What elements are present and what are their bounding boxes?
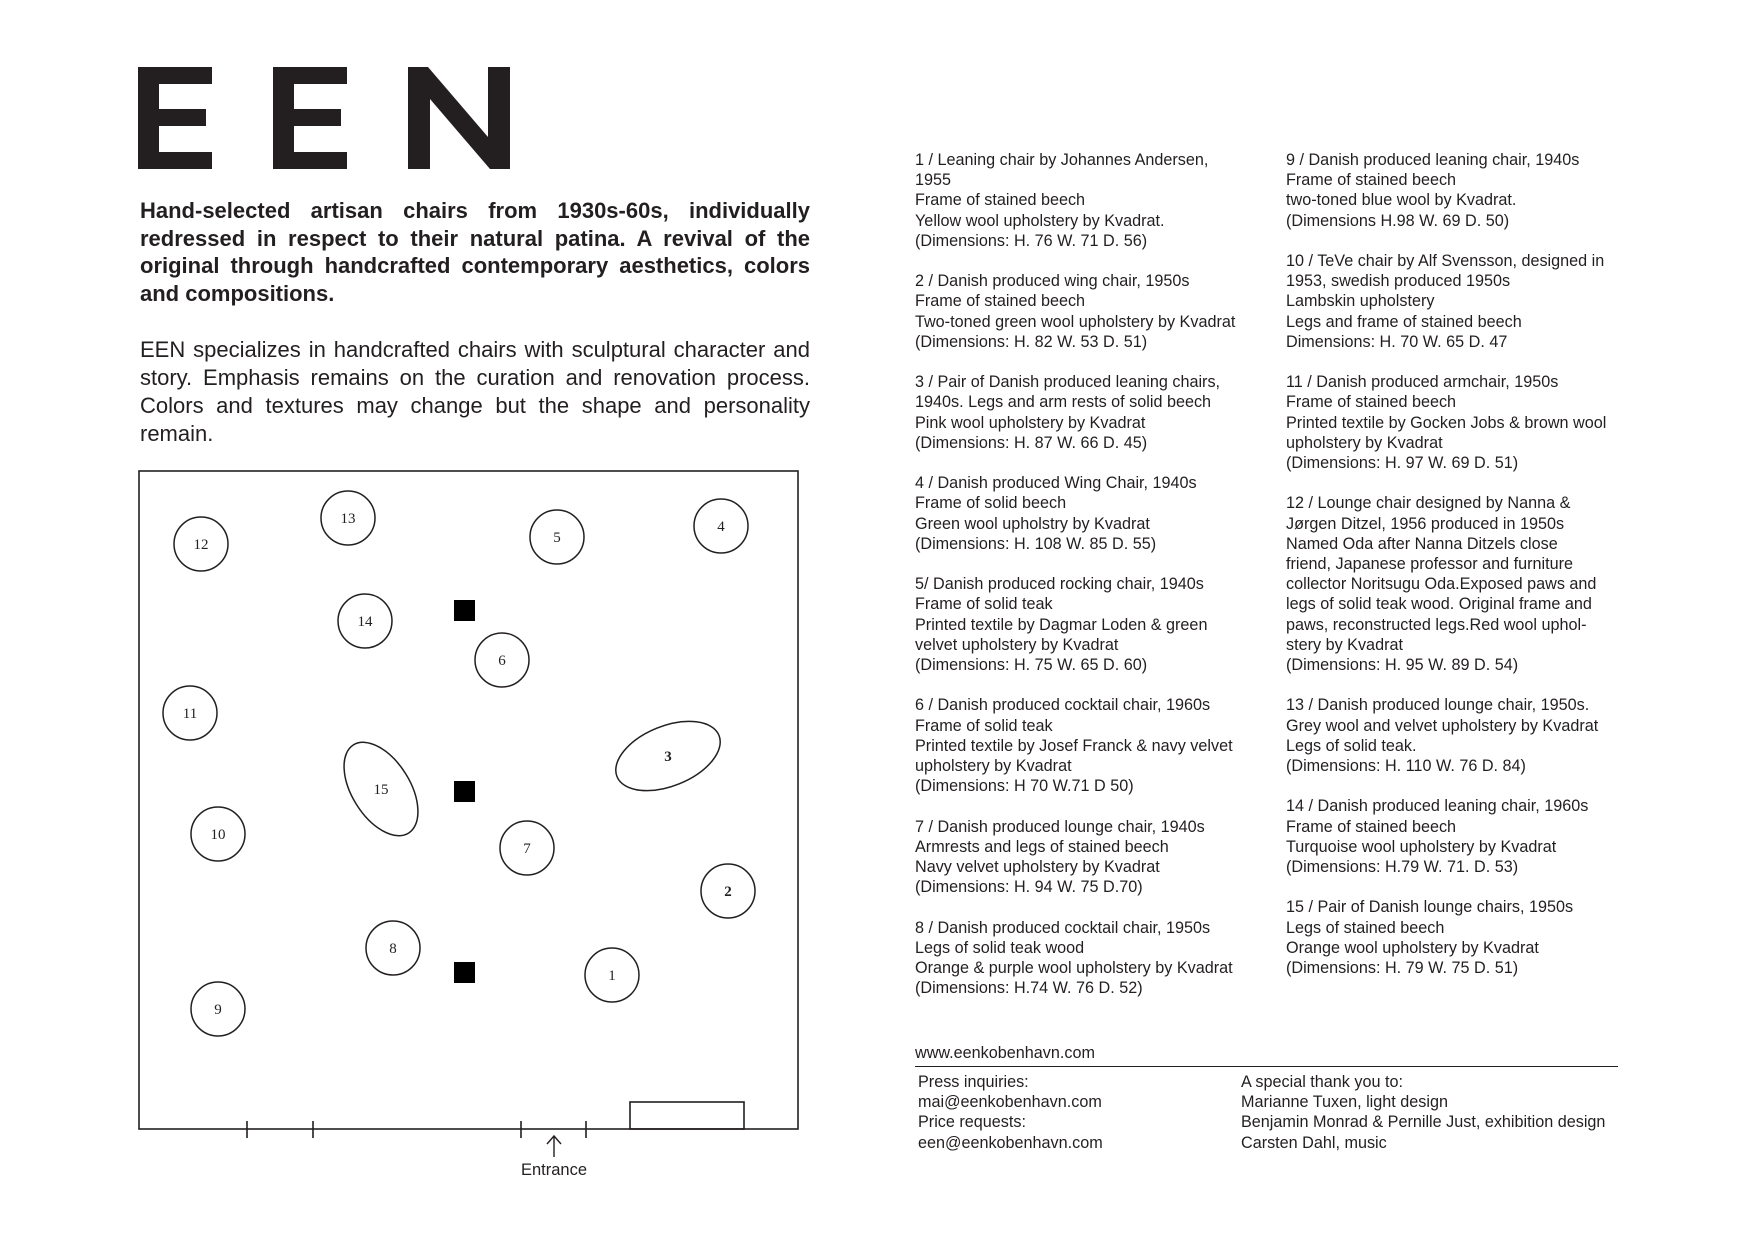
catalogue-line: (Dimensions: H.79 W. 71. D. 53)	[1286, 858, 1519, 877]
catalogue-line: (Dimensions: H. 108 W. 85 D. 55)	[915, 534, 1157, 553]
catalogue-entry	[1286, 493, 1651, 675]
chair-marker-10	[191, 807, 245, 861]
contact-label: Press inquiries:	[918, 1073, 1029, 1091]
catalogue-line: upholstery by Kvadrat	[1286, 433, 1443, 452]
catalogue-entry	[1286, 695, 1651, 776]
catalogue-line: 14 / Danish produced leaning chair, 1960s	[1286, 797, 1589, 816]
thanks-credit: Marianne Tuxen, light design	[1241, 1093, 1448, 1112]
catalogue-line: Printed textile by Dagmar Loden & green	[915, 615, 1208, 634]
catalogue-line: Named Oda after Nanna Ditzels close	[1286, 534, 1558, 553]
thanks-block	[1241, 1072, 1605, 1153]
pillar-3	[454, 962, 475, 983]
chair-marker-label: 1	[608, 968, 616, 984]
catalogue-entry	[1286, 796, 1651, 877]
catalogue-line: collector Noritsugu Oda.Exposed paws and	[1286, 575, 1597, 594]
catalogue-entry	[1286, 251, 1651, 352]
catalogue-line: 15 / Pair of Danish lounge chairs, 1950s	[1286, 898, 1574, 917]
catalogue-line: Frame of stained beech	[1286, 393, 1457, 412]
catalogue-line: two-toned blue wool by Kvadrat.	[1286, 191, 1517, 210]
catalogue-left-column	[915, 150, 1280, 1019]
catalogue-line: Lambskin upholstery	[1286, 292, 1435, 311]
catalogue-line: Frame of solid teak	[915, 716, 1053, 735]
catalogue-line: 7 / Danish produced lounge chair, 1940s	[915, 817, 1205, 836]
catalogue-line: 13 / Danish produced lounge chair, 1950s.	[1286, 696, 1590, 715]
catalogue-line: (Dimensions: H. 87 W. 66 D. 45)	[915, 433, 1148, 452]
footer-divider	[915, 1066, 1618, 1067]
catalogue-line: Orange wool upholstery by Kvadrat	[1286, 938, 1539, 957]
chair-marker-7	[500, 821, 554, 875]
catalogue-line: Frame of stained beech	[1286, 817, 1457, 836]
catalogue-line: (Dimensions: H. 110 W. 76 D. 84)	[1286, 757, 1526, 776]
catalogue-line: (Dimensions: H. 76 W. 71 D. 56)	[915, 231, 1148, 250]
chair-marker-2	[701, 864, 755, 918]
catalogue-line: Frame of solid teak	[915, 595, 1053, 614]
catalogue-entry	[1286, 150, 1651, 231]
catalogue-line: Green wool upholstry by Kvadrat	[915, 514, 1150, 533]
catalogue-line: (Dimensions: H 70 W.71 D 50)	[915, 777, 1134, 796]
thanks-credit: Carsten Dahl, music	[1241, 1133, 1387, 1152]
catalogue-line: Frame of stained beech	[915, 292, 1086, 311]
catalogue-line: 1955	[915, 171, 952, 190]
intro-body: EEN specializes in handcrafted chairs with sculptural character and story. Emphasis remains on the curation and renovation process. Colors and textures may change but the shape and personality remain.	[140, 337, 810, 446]
catalogue-line: 11 / Danish produced armchair, 1950s	[1286, 373, 1559, 392]
chair-marker-14	[338, 594, 392, 648]
catalogue-line: Legs of solid teak.	[1286, 736, 1417, 755]
chair-marker-label: 11	[182, 706, 198, 722]
catalogue-line: stery by Kvadrat	[1286, 635, 1403, 654]
catalogue-line: Grey wool and velvet upholstery by Kvadrat	[1286, 716, 1599, 735]
catalogue-line: friend, Japanese professor and furniture	[1286, 555, 1574, 574]
chair-marker-9	[191, 982, 245, 1036]
catalogue-line: (Dimensions: H. 82 W. 53 D. 51)	[915, 332, 1148, 351]
catalogue-line: 1940s. Legs and arm rests of solid beech	[915, 393, 1212, 412]
catalogue-line: 6 / Danish produced cocktail chair, 1960s	[915, 696, 1211, 715]
chair-marker-4	[694, 499, 748, 553]
pillar-1	[454, 600, 475, 621]
catalogue-line: Two-toned green wool upholstery by Kvadrat	[915, 312, 1236, 331]
chair-marker-6	[475, 633, 529, 687]
catalogue-line: 3 / Pair of Danish produced leaning chairs,	[915, 373, 1221, 392]
catalogue-line: Jørgen Ditzel, 1956 produced in 1950s	[1286, 514, 1565, 533]
chair-marker-5	[530, 510, 584, 564]
catalogue-line: velvet upholstery by Kvadrat	[915, 635, 1119, 654]
chair-marker-12	[174, 517, 228, 571]
catalogue-line: 8 / Danish produced cocktail chair, 1950s	[915, 918, 1211, 937]
catalogue-entry	[915, 150, 1280, 251]
floor-plan-counter	[630, 1102, 744, 1129]
catalogue-entry	[1286, 372, 1651, 473]
catalogue-entry	[915, 574, 1280, 675]
contact-label: Price requests:	[918, 1113, 1026, 1132]
email-link[interactable]: een@eenkobenhavn.com	[918, 1133, 1103, 1152]
catalogue-line: 5/ Danish produced rocking chair, 1940s	[915, 575, 1204, 594]
catalogue-line: upholstery by Kvadrat	[915, 757, 1072, 776]
chair-marker-label: 10	[210, 827, 226, 843]
catalogue-line: 1953, swedish produced 1950s	[1286, 272, 1511, 291]
entrance-arrow-icon	[547, 1136, 561, 1157]
chair-marker-label: 9	[214, 1002, 222, 1018]
catalogue-line: (Dimensions: H. 97 W. 69 D. 51)	[1286, 454, 1519, 473]
chair-marker-label: 5	[553, 530, 561, 546]
website-link[interactable]: www.eenkobenhavn.com	[915, 1044, 1095, 1062]
chair-marker-15	[329, 730, 433, 849]
floor-plan	[130, 465, 820, 1187]
intro-headline: Hand-selected artisan chairs from 1930s-60s, individually redressed in respect to their natural patina. A revival of the original through handcrafted contemporary aesthetics, colors and compositions.	[140, 198, 810, 306]
catalogue-line: 1 / Leaning chair by Johannes Andersen,	[915, 151, 1209, 169]
contact-block	[918, 1072, 1103, 1153]
chair-marker-label: 3	[664, 749, 672, 765]
chair-marker-label: 14	[357, 614, 373, 630]
catalogue-right-column	[1286, 150, 1651, 998]
catalogue-line: Navy velvet upholstery by Kvadrat	[915, 858, 1160, 877]
catalogue-entry	[915, 473, 1280, 554]
catalogue-entry	[1286, 897, 1651, 978]
catalogue-line: Turquoise wool upholstery by Kvadrat	[1286, 837, 1557, 856]
catalogue-line: Legs of stained beech	[1286, 918, 1445, 937]
een-logo	[138, 67, 510, 169]
catalogue-line: Pink wool upholstery by Kvadrat	[915, 413, 1146, 432]
catalogue-entry	[915, 372, 1280, 453]
chair-marker-label: 12	[193, 537, 209, 553]
catalogue-line: Printed textile by Gocken Jobs & brown wool	[1286, 413, 1607, 432]
email-link[interactable]: mai@eenkobenhavn.com	[918, 1093, 1102, 1112]
catalogue-entry	[915, 918, 1280, 999]
catalogue-entry	[915, 271, 1280, 352]
catalogue-line: (Dimensions: H. 75 W. 65 D. 60)	[915, 656, 1148, 675]
chair-marker-label: 2	[724, 884, 732, 900]
pillar-2	[454, 781, 475, 802]
catalogue-line: 9 / Danish produced leaning chair, 1940s	[1286, 151, 1580, 169]
catalogue-line: Frame of solid beech	[915, 494, 1067, 513]
catalogue-line: (Dimensions: H. 79 W. 75 D. 51)	[1286, 959, 1519, 978]
catalogue-line: (Dimensions: H. 95 W. 89 D. 54)	[1286, 656, 1519, 675]
catalogue-line: 2 / Danish produced wing chair, 1950s	[915, 272, 1190, 291]
catalogue-line: (Dimensions H.98 W. 69 D. 50)	[1286, 211, 1510, 230]
chair-marker-8	[366, 921, 420, 975]
entrance-label: Entrance	[520, 1161, 588, 1179]
catalogue-entry	[915, 817, 1280, 898]
chair-marker-label: 7	[523, 841, 531, 857]
chair-marker-label: 4	[717, 519, 725, 535]
catalogue-entry	[915, 695, 1280, 796]
catalogue-line: Legs of solid teak wood	[915, 938, 1085, 957]
catalogue-line: Orange & purple wool upholstery by Kvadrat	[915, 959, 1233, 978]
catalogue-line: paws, reconstructed legs.Red wool uphol-	[1286, 615, 1587, 634]
catalogue-line: Printed textile by Josef Franck & navy velvet	[915, 736, 1233, 755]
catalogue-line: 10 / TeVe chair by Alf Svensson, designed in	[1286, 252, 1605, 270]
catalogue-line: Frame of stained beech	[1286, 171, 1457, 190]
catalogue-line: 4 / Danish produced Wing Chair, 1940s	[915, 474, 1197, 493]
chair-marker-label: 6	[498, 653, 506, 669]
chair-marker-label: 15	[373, 782, 389, 798]
chair-marker-label: 8	[389, 941, 397, 957]
chair-marker-11	[163, 686, 217, 740]
catalogue-line: (Dimensions: H. 94 W. 75 D.70)	[915, 878, 1143, 897]
catalogue-line: 12 / Lounge chair designed by Nanna &	[1286, 494, 1571, 513]
chair-marker-13	[321, 491, 375, 545]
catalogue-line: Dimensions: H. 70 W. 65 D. 47	[1286, 332, 1508, 351]
catalogue-line: (Dimensions: H.74 W. 76 D. 52)	[915, 979, 1143, 998]
catalogue-line: Legs and frame of stained beech	[1286, 312, 1522, 331]
thanks-credit: Benjamin Monrad & Pernille Just, exhibition design	[1241, 1113, 1606, 1132]
catalogue-line: Yellow wool upholstery by Kvadrat.	[915, 211, 1165, 230]
catalogue-line: Frame of stained beech	[915, 191, 1086, 210]
catalogue-line: legs of solid teak wood. Original frame and	[1286, 595, 1592, 614]
chair-marker-3	[606, 708, 730, 805]
chair-marker-1	[585, 948, 639, 1002]
thanks-heading: A special thank you to:	[1241, 1073, 1403, 1091]
chair-marker-label: 13	[340, 511, 356, 527]
catalogue-line: Armrests and legs of stained beech	[915, 837, 1169, 856]
